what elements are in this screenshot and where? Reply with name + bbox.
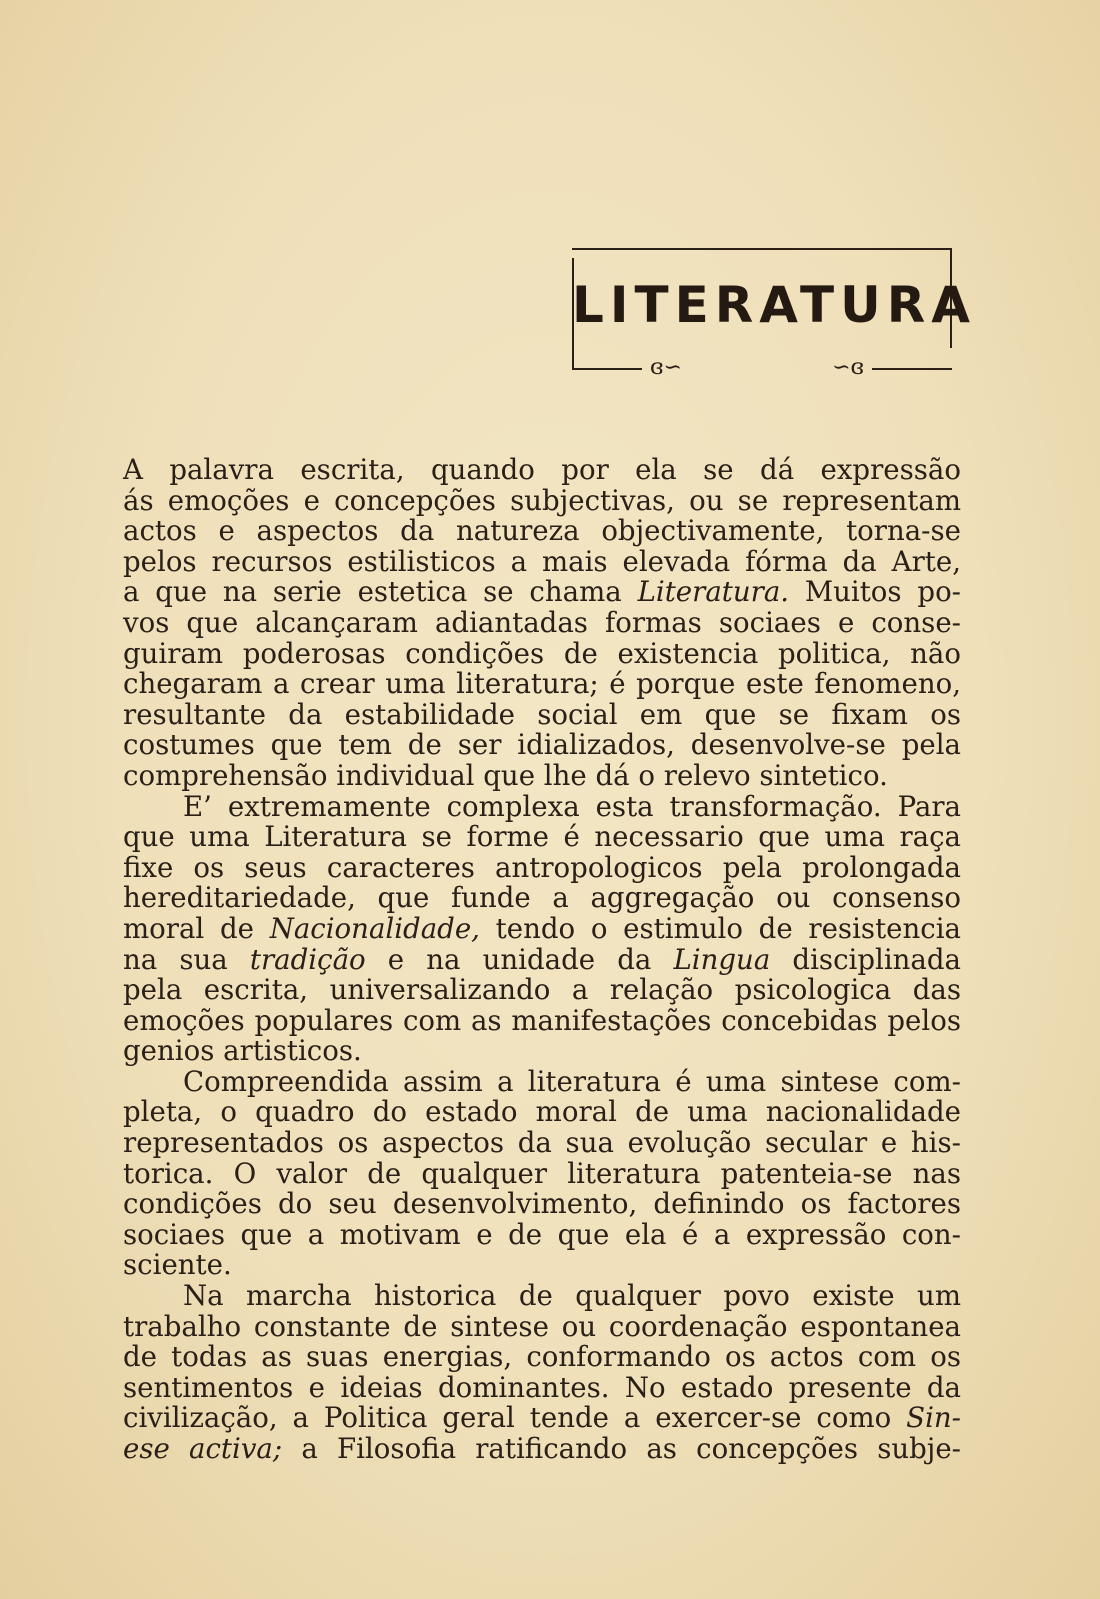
- text-line: vos que alcançaram adiantadas formas sociaes e conse-: [123, 605, 961, 639]
- flourish-right-icon: ∽ɞ: [832, 355, 864, 380]
- paragraph: [123, 789, 961, 1068]
- body-text: [123, 455, 961, 1465]
- text-line: costumes que tem de ser idializados, desenvolve-se pela: [123, 728, 961, 762]
- text-line: sciente.: [123, 1248, 232, 1282]
- flourish-left-icon: ɞ∽: [650, 355, 682, 380]
- text-line: sociaes que a motivam e de que ela é a expressão con-: [123, 1217, 961, 1251]
- paragraph: [123, 1064, 961, 1282]
- text-line: Compreendida assim a literatura é uma sintese com-: [183, 1064, 961, 1098]
- text-line: emoções populares com as manifestações concebidas pelos: [123, 1003, 961, 1037]
- text-line: chegaram a crear uma literatura; é porque este fenomeno,: [123, 667, 961, 701]
- text-line: genios artisticos.: [123, 1034, 362, 1068]
- frame-line-bottom-left: [572, 368, 642, 370]
- text-line: na sua tradição e na unidade da Lingua disciplinada: [123, 942, 961, 976]
- text-line: comprehensão individual que lhe dá o relevo sintetico.: [123, 758, 888, 792]
- chapter-heading-frame: [572, 248, 976, 380]
- text-line: que uma Literatura se forme é necessario que uma raça: [123, 820, 961, 854]
- text-line: trabalho constante de sintese ou coordenação espontanea: [123, 1309, 961, 1343]
- text-line: civilização, a Politica geral tende a exercer-se como Sin-: [123, 1401, 961, 1435]
- text-line: torica. O valor de qualquer literatura patenteia-se nas: [123, 1156, 961, 1190]
- text-line: fixe os seus caracteres antropologicos pela prolongada: [123, 850, 961, 884]
- text-line: moral de Nacionalidade, tendo o estimulo de resistencia: [123, 911, 961, 945]
- text-line: guiram poderosas condições de existencia politica, não: [123, 636, 961, 670]
- text-line: ás emoções e concepções subjectivas, ou se representam: [123, 483, 961, 517]
- text-line: de todas as suas energias, conformando os actos com os: [123, 1340, 961, 1374]
- text-line: sentimentos e ideias dominantes. No estado presente da: [123, 1370, 961, 1404]
- frame-line-bottom-right: [872, 368, 952, 370]
- chapter-title: LITERATURA: [572, 276, 976, 334]
- text-line: condições do seu desenvolvimento, definindo os factores: [123, 1187, 961, 1221]
- text-line: E’ extremamente complexa esta transformação. Para: [183, 789, 961, 823]
- text-line: representados os aspectos da sua evolução secular e his-: [123, 1126, 961, 1160]
- frame-line-top: [572, 248, 952, 250]
- text-line: hereditariedade, que funde a aggregação ou consenso: [123, 881, 961, 915]
- paragraph: [123, 1281, 961, 1465]
- text-line: resultante da estabilidade social em que se fixam os: [123, 697, 961, 731]
- text-line: Na marcha historica de qualquer povo existe um: [183, 1279, 961, 1313]
- text-line: pela escrita, universalizando a relação psicologica das: [123, 973, 961, 1007]
- text-line: A palavra escrita, quando por ela se dá expressão: [123, 453, 961, 486]
- text-line: ese activa; a Filosofia ratificando as concepções subje-: [123, 1432, 961, 1465]
- text-line: actos e aspectos da natureza objectivamente, torna-se: [123, 514, 961, 548]
- text-line: pleta, o quadro do estado moral de uma nacionalidade: [123, 1095, 961, 1129]
- paragraph: [123, 455, 961, 792]
- text-line: a que na serie estetica se chama Literatura. Muitos po-: [123, 575, 962, 609]
- text-line: pelos recursos estilisticos a mais elevada fórma da Arte,: [123, 544, 961, 578]
